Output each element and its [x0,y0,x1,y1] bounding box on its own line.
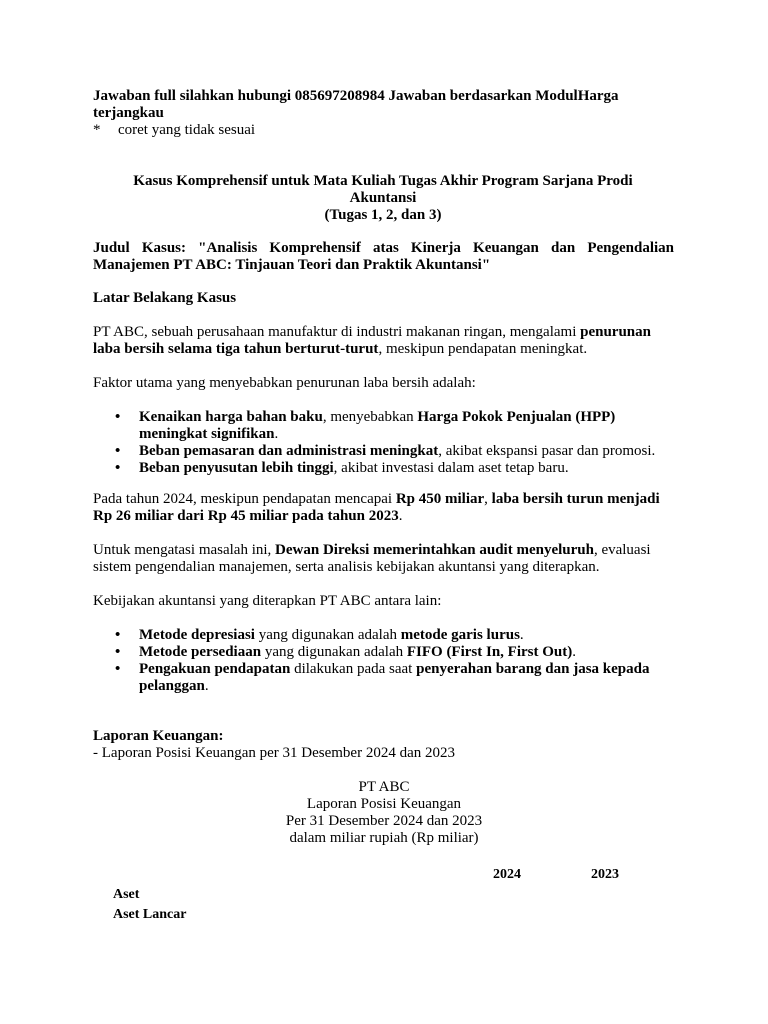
intro-tail: , meskipun pendapatan meningkat. [378,341,588,357]
factor-bold: Beban penyusutan lebih tinggi [139,460,334,476]
factor-tail: . [274,426,279,442]
policy-text: dilakukan pada saat [290,661,417,677]
factor-bold: Kenaikan harga bahan baku [139,409,323,425]
contact-line: Jawaban full silahkan hubungi 085697208984 Jawaban berdasarkan ModulHarga terjangkau [93,88,619,121]
list-item [93,443,678,460]
revenue-sep: , [484,491,492,507]
list-item [93,627,678,644]
note-text: coret yang tidak sesuai [118,122,256,138]
audit-tail: , evaluasi sistem pengendalian manajemen, serta analisis kebijakan akuntansi yang diterapkan. [93,542,651,575]
factor-bold: Beban pemasaran dan administrasi meningkat [139,443,439,459]
factors-intro: Faktor utama yang menyebabkan penurunan laba bersih adalah: [93,375,476,391]
revenue-paragraph [93,491,663,525]
statement-name: Laporan Posisi Keuangan [306,796,462,812]
audit-text: Untuk mengatasi masalah ini, [93,542,276,558]
factor-text: , akibat ekspansi pasar dan promosi. [438,443,656,459]
title-line-1: Kasus Komprehensif untuk Mata Kuliah Tugas Akhir Program Sarjana Prodi [133,173,633,189]
policy-tail: . [204,678,209,694]
reports-heading: Laporan Keuangan: [93,728,224,744]
policy-bold-2: penyerahan barang dan jasa kepada pelanggan [139,661,650,694]
list-item [93,644,678,661]
policy-bold: Metode persediaan [139,644,262,660]
case-title [93,240,674,274]
policy-tail: . [572,644,577,660]
revenue-tail: . [398,508,403,524]
list-item [93,661,678,695]
statement-header [184,779,584,847]
policy-bold-2: FIFO (First In, First Out) [406,644,573,660]
policy-tail: . [519,627,524,643]
factors-list [93,409,678,477]
list-item [93,460,678,477]
background-heading: Latar Belakang Kasus [93,290,237,306]
audit-paragraph [93,542,678,576]
list-item [93,409,678,443]
note-marker: * [93,122,101,138]
row-label-current-assets: Aset Lancar [113,907,187,922]
note-line [93,122,255,139]
column-header-2024: 2024 [493,867,521,882]
factor-text: , menyebabkan [322,409,418,425]
intro-text: PT ABC, sebuah perusahaan manufaktur di industri makanan ringan, mengalami [93,324,581,340]
policy-bold-2: metode garis lurus [400,627,520,643]
policies-intro: Kebijakan akuntansi yang diterapkan PT ABC antara lain: [93,593,442,609]
statement-company: PT ABC [358,779,410,795]
policy-bold: Metode depresiasi [139,627,255,643]
title-line-2: Akuntansi [349,190,417,206]
revenue-text: Pada tahun 2024, meskipun pendapatan mencapai [93,491,396,507]
column-header-2023: 2023 [591,867,619,882]
reports-item: - Laporan Posisi Keuangan per 31 Desember 2024 dan 2023 [93,745,455,761]
factor-text: , akibat investasi dalam aset tetap baru. [333,460,569,476]
intro-emphasis: penurunan laba bersih selama tiga tahun berturut-turut [93,324,651,357]
case-title-line-2: Manajemen PT ABC: Tinjauan Teori dan Praktik Akuntansi" [93,257,491,273]
document-title [93,173,673,224]
statement-unit: dalam miliar rupiah (Rp miliar) [289,830,479,846]
statement-date: Per 31 Desember 2024 dan 2023 [285,813,483,829]
revenue-amount: Rp 450 miliar [395,491,485,507]
background-intro [93,324,678,358]
policy-bold: Pengakuan pendapatan [139,661,291,677]
audit-emphasis: Dewan Direksi memerintahkan audit menyeluruh [275,542,594,558]
policy-text: yang digunakan adalah [254,627,401,643]
case-title-line-1: Judul Kasus: "Analisis Komprehensif atas Kinerja Keuangan dan Pengendalian [93,240,674,256]
factor-bold-2: Harga Pokok Penjualan (HPP) meningkat signifikan [139,409,616,442]
policy-text: yang digunakan adalah [261,644,407,660]
row-label-assets: Aset [113,887,140,902]
title-line-3: (Tugas 1, 2, dan 3) [324,207,442,223]
policies-list [93,627,678,695]
net-income-statement: laba bersih turun menjadi Rp 26 miliar dari Rp 45 miliar pada tahun 2023 [93,491,660,524]
